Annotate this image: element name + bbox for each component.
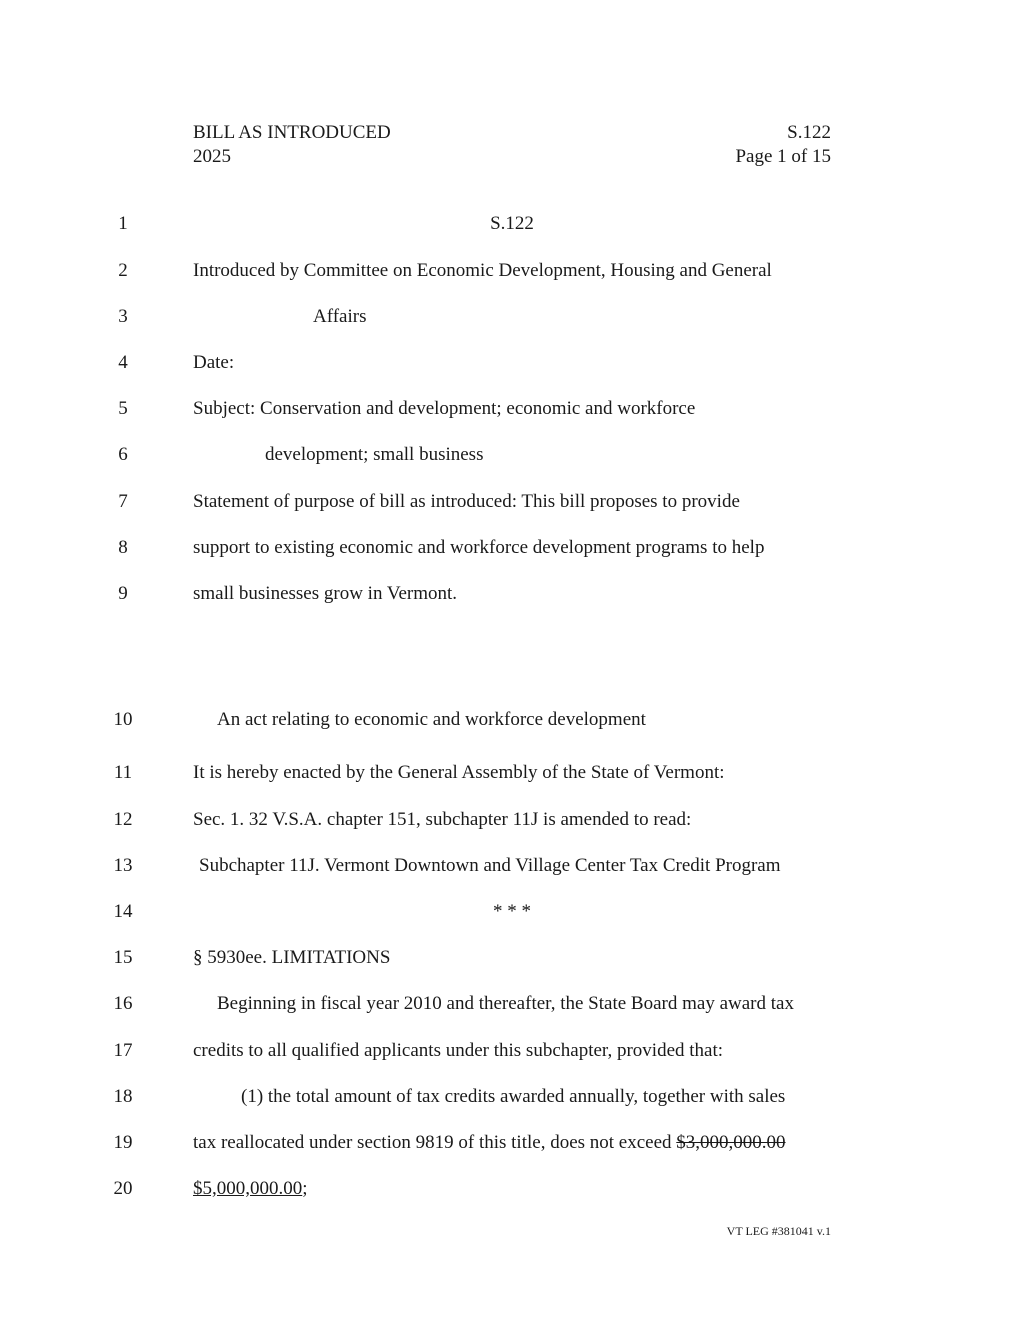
document-line xyxy=(0,805,1024,835)
line-number: 19 xyxy=(113,1132,133,1153)
document-line xyxy=(0,302,1024,332)
document-line xyxy=(0,256,1024,286)
line-number: 8 xyxy=(118,537,128,558)
subject-field: Subject: Conservation and development; economic and workforce xyxy=(193,398,696,419)
document-line xyxy=(0,209,1024,239)
bill-title: S.122 xyxy=(490,213,534,234)
line-number: 2 xyxy=(118,260,128,281)
document-line xyxy=(0,989,1024,1019)
subject-continued: development; small business xyxy=(265,444,484,465)
line-number: 13 xyxy=(113,855,133,876)
document-line xyxy=(0,943,1024,973)
statute-text xyxy=(193,1128,786,1158)
section-heading: Sec. 1. 32 V.S.A. chapter 151, subchapter 11J is amended to read: xyxy=(193,809,692,830)
introduced-by-continued: Affairs xyxy=(313,306,367,327)
statute-text-punctuation: ; xyxy=(302,1178,308,1199)
line-number: 6 xyxy=(118,444,128,465)
document-line xyxy=(0,1082,1024,1112)
document-line xyxy=(0,487,1024,517)
line-number: 20 xyxy=(113,1178,133,1199)
bill-year: 2025 xyxy=(193,146,231,167)
document-line xyxy=(0,705,1024,735)
statement-of-purpose: Statement of purpose of bill as introduced: This bill proposes to provide xyxy=(193,491,740,512)
statement-of-purpose-continued: support to existing economic and workforce development programs to help xyxy=(193,537,765,558)
line-number: 3 xyxy=(118,306,128,327)
line-number: 1 xyxy=(118,213,128,234)
line-number: 4 xyxy=(118,352,128,373)
introduced-by: Introduced by Committee on Economic Development, Housing and General xyxy=(193,260,772,281)
document-id: VT LEG #381041 v.1 xyxy=(726,1224,831,1238)
statute-subdivision: (1) the total amount of tax credits awarded annually, together with sales xyxy=(241,1086,786,1107)
line-number: 5 xyxy=(118,398,128,419)
line-number: 12 xyxy=(113,809,133,830)
document-line xyxy=(0,348,1024,378)
line-number: 17 xyxy=(113,1040,133,1061)
inserted-amount: $5,000,000.00 xyxy=(193,1178,303,1199)
page-indicator: Page 1 of 15 xyxy=(735,146,831,167)
document-line xyxy=(0,394,1024,424)
omission-marker: * * * xyxy=(493,901,531,922)
line-number: 18 xyxy=(113,1086,133,1107)
subchapter-title: Subchapter 11J. Vermont Downtown and Village Center Tax Credit Program xyxy=(199,855,781,876)
document-line xyxy=(0,579,1024,609)
document-line xyxy=(0,1036,1024,1066)
act-title: An act relating to economic and workforce development xyxy=(217,709,646,730)
document-line xyxy=(0,1128,1024,1158)
statute-section-heading: § 5930ee. LIMITATIONS xyxy=(193,947,391,968)
document-line xyxy=(0,758,1024,788)
document-line xyxy=(0,533,1024,563)
enacting-clause: It is hereby enacted by the General Assembly of the State of Vermont: xyxy=(193,762,725,783)
statute-text: Beginning in fiscal year 2010 and thereafter, the State Board may award tax xyxy=(217,993,794,1014)
statute-text-plain: tax reallocated under section 9819 of this title, does not exceed xyxy=(193,1132,672,1153)
line-number: 9 xyxy=(118,583,128,604)
line-number: 15 xyxy=(113,947,133,968)
statute-text: credits to all qualified applicants under this subchapter, provided that: xyxy=(193,1040,724,1061)
bill-status-label: BILL AS INTRODUCED xyxy=(193,122,391,143)
struck-amount: $3,000,000.00 xyxy=(676,1132,786,1153)
document-line xyxy=(0,1174,1024,1204)
line-number: 10 xyxy=(113,709,133,730)
date-field: Date: xyxy=(193,352,235,373)
line-number: 16 xyxy=(113,993,133,1014)
statement-of-purpose-end: small businesses grow in Vermont. xyxy=(193,583,458,604)
document-line xyxy=(0,897,1024,927)
document-line xyxy=(0,851,1024,881)
bill-number: S.122 xyxy=(787,122,831,143)
line-number: 11 xyxy=(113,762,133,783)
statute-text xyxy=(193,1174,308,1204)
document-line xyxy=(0,440,1024,470)
line-number: 7 xyxy=(118,491,128,512)
line-number: 14 xyxy=(113,901,133,922)
